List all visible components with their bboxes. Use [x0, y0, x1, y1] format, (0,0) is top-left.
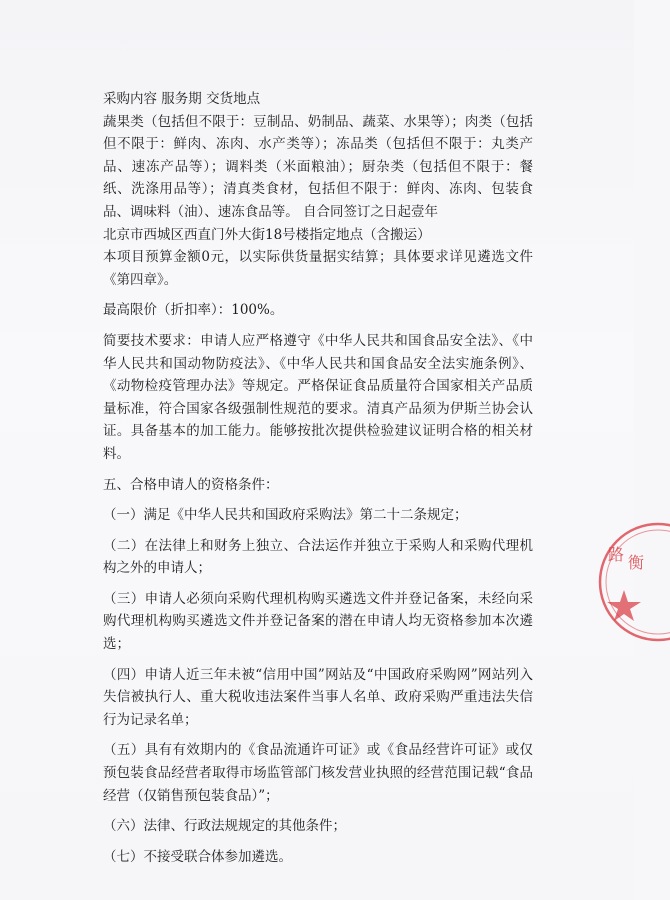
procurement-items-paragraph: 蔬果类（包括但不限于：豆制品、奶制品、蔬菜、水果等）；肉类（包括但不限于：鲜肉、冻肉、水产类等）；冻品类（包括但不限于：丸类产品、速冻产品等）；调料类（米面粮油）；厨杂类（包括但不限于：餐纸、洗涤用品等）；清真类食材，包括但不限于：鲜肉、冻肉、包装食品、调味料（油）、速冻食品等。 自合同签订之日起壹年: [103, 113, 533, 220]
qualification-item-6: （六）法律、行政法规规定的其他条件；: [103, 818, 346, 835]
delivery-location-line: 北京市西城区西直门外大街18号楼指定地点（含搬运）: [103, 226, 431, 243]
svg-text:衡: 衡: [628, 553, 645, 572]
section-columns-line: 采购内容 服务期 交货地点: [103, 91, 261, 107]
budget-paragraph: 本项目预算金额0元，以实际供货量据实结算；具体要求详见遴选文件《第四章》。: [103, 249, 533, 288]
red-seal-stamp: [590, 520, 670, 690]
qualification-item-2: （二）在法律上和财务上独立、合法运作并独立于采购人和采购代理机构之外的申请人；: [103, 537, 533, 577]
qualification-item-1: （一）满足《中华人民共和国政府采购法》第二十二条规定；: [103, 507, 468, 524]
technical-requirements-paragraph: 简要技术要求：申请人应严格遵守《中华人民共和国食品安全法》、《中华人民共和国动物防疫法》、《中华人民共和国食品安全法实施条例》、《动物检疫管理办法》等规定。严格保证食品质量符合国家相关产品质量标准，符合国家各级强制性规范的要求。清真产品须为伊斯兰协会认证。具备基本的加工能力。能够按批次提供检验建议证明合格的相关材料。: [103, 332, 533, 462]
qualification-item-4: （四）申请人近三年未被“信用中国”网站及“中国政府采购网”网站列入失信被执行人、重大税收违法案件当事人名单、政府采购严重违法失信行为记录名单；: [103, 666, 533, 728]
qualification-item-5: （五）具有有效期内的《食品流通许可证》或《食品经营许可证》或仅预包装食品经营者取得市场监管部门核发营业执照的经营范围记载“食品经营（仅销售预包装食品）”；: [103, 742, 533, 804]
qualification-heading: 五、合格申请人的资格条件：: [103, 476, 279, 493]
price-limit-line: 最高限价（折扣率）：100%。: [103, 302, 284, 319]
qualification-item-3: （三）申请人必须向采购代理机构购买遴选文件并登记备案，未经向采购代理机构购买遴选文件并登记备案的潜在申请人均无资格参加本次遴选；: [103, 590, 533, 653]
faint-header-mark: [318, 36, 388, 54]
qualification-item-7: （七）不接受联合体参加遴选。: [103, 848, 292, 865]
document-body: [103, 88, 533, 868]
svg-text:路: 路: [608, 545, 625, 564]
